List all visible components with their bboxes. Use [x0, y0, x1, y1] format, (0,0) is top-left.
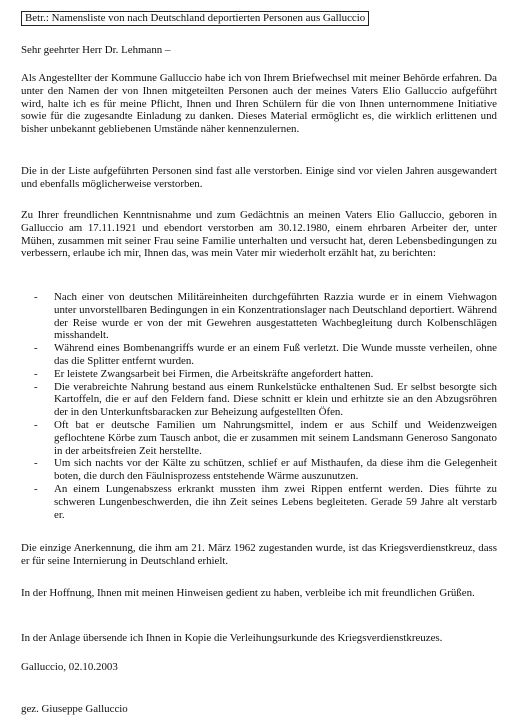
- subject-line: Betr.: Namensliste von nach Deutschland deportierten Personen aus Galluccio: [21, 11, 369, 26]
- bullet-marker: -: [34, 291, 38, 303]
- list-item: [34, 419, 497, 457]
- paragraph-father: Zu Ihrer freundlichen Kenntnisnahme und zum Gedächtnis an meinen Vaters Elio Galluccio, geboren in Galluccio am 17.11.1921 und ebendort verstorben am 30.12.1980, einem ehrbaren Arbeiter der, unter Mühen, zusammen mit seiner Frau seine Familie unterhalten und versucht hat, deren Lebensbedingungen zu verbessern, erlaube ich mir, Ihnen das, was mein Vater mir wiederholt erzählt hat, zu berichten:: [21, 209, 497, 260]
- paragraph-closing: In der Hoffnung, Ihnen mit meinen Hinweisen gedient zu haben, verbleibe ich mit freundlichen Grüßen.: [21, 587, 475, 599]
- bullet-marker: -: [34, 418, 38, 431]
- place-date: Galluccio, 02.10.2003: [21, 661, 118, 673]
- paragraph-recognition: Die einzige Anerkennung, die ihm am 21. März 1962 zugestanden wurde, ist das Kriegsverdienstkreuz, dass er für seine Internierung in Deutschland erhielt.: [21, 542, 497, 567]
- signature: gez. Giuseppe Galluccio: [21, 703, 128, 715]
- bullet-marker: -: [34, 482, 38, 495]
- paragraph-enclosure: In der Anlage übersende ich Ihnen in Kopie die Verleihungsurkunde des Kriegsverdienstkreuzes.: [21, 632, 443, 644]
- list-item-text: Oft bat er deutsche Familien um Nahrungsmittel, indem er aus Schilf und Weidenzweigen geflochtene Körbe zum Tausch anbot, die er zusammen mit seinem Landsmann Generoso Sangonato in der arbeitsfreien Zeit herstellte.: [54, 418, 497, 457]
- list-item: [34, 483, 497, 521]
- list-item-text: Um sich nachts vor der Kälte zu schützen, schlief er auf Misthaufen, da diese ihm die Gelegenheit boten, die durch den Fäulnisprozess entstehende Wärme auszunutzen.: [54, 457, 497, 483]
- list-item-text: Während eines Bombenangriffs wurde er an einem Fuß verletzt. Die Wunde musste verheilen, ohne das die Splitter entfernt wurden.: [54, 342, 497, 367]
- salutation: Sehr geehrter Herr Dr. Lehmann –: [21, 44, 171, 56]
- list-item-text: Nach einer von deutschen Militäreinheiten durchgeführten Razzia wurde er in einem Viehwagon unter unvorstellbaren Bedingungen in ein Konzentrationslager nach Deutschland deportiert. Während der Reise wurde er von der mit Gewehren ausgestatteten Wachbegleitung durch Kolbenschlägen misshandelt.: [54, 291, 497, 342]
- list-item-text: Die verabreichte Nahrung bestand aus einem Runkelstücke enthaltenen Sud. Er selbst besorgte sich Kartoffeln, die er auf den Feldern fand. Diese schnitt er klein und erhitzte sie an den Abzugsröhren der in den Unterkunftsbaracken zur Beheizung aufgestellten Öfen.: [54, 380, 497, 419]
- list-item: [34, 381, 497, 419]
- experience-list: [34, 291, 497, 521]
- bullet-marker: -: [34, 342, 38, 355]
- list-item: [34, 342, 497, 368]
- list-item: [34, 291, 497, 342]
- bullet-marker: -: [34, 457, 38, 470]
- list-item: [34, 368, 497, 381]
- paragraph-intro: Als Angestellter der Kommune Galluccio habe ich von Ihrem Briefwechsel mit meiner Behörde erfahren. Da unter den Namen der von Ihnen mitgeteilten Personen auch der meines Vaters Elio Galluccio aufgeführt wird, halte ich es für meine Pflicht, Ihnen und Ihren Schülern für die von Ihnen unternommene Initiative sowie für die zugesandte Einladung zu danken. Dieses Material ermöglicht es, die wirklich erlittenen und bisher unbekannt gebliebenen Umstände näher kennenzulernen.: [21, 72, 497, 136]
- bullet-marker: -: [34, 367, 38, 380]
- list-item-text: Er leistete Zwangsarbeit bei Firmen, die Arbeitskräfte angefordert hatten.: [54, 367, 374, 380]
- list-item-text: An einem Lungenabszess erkrankt mussten ihm zwei Rippen entfernt werden. Dies führte zu schweren Lungenbeschwerden, die ihn Zeit seines Lebens begleiteten. Gerade 59 Jahre alt verstarb er.: [54, 482, 497, 521]
- paragraph-deceased: Die in der Liste aufgeführten Personen sind fast alle verstorben. Einige sind vor vielen Jahren ausgewandert und ebenfalls möglicherweise verstorben.: [21, 165, 497, 190]
- bullet-marker: -: [34, 380, 38, 393]
- list-item: [34, 457, 497, 483]
